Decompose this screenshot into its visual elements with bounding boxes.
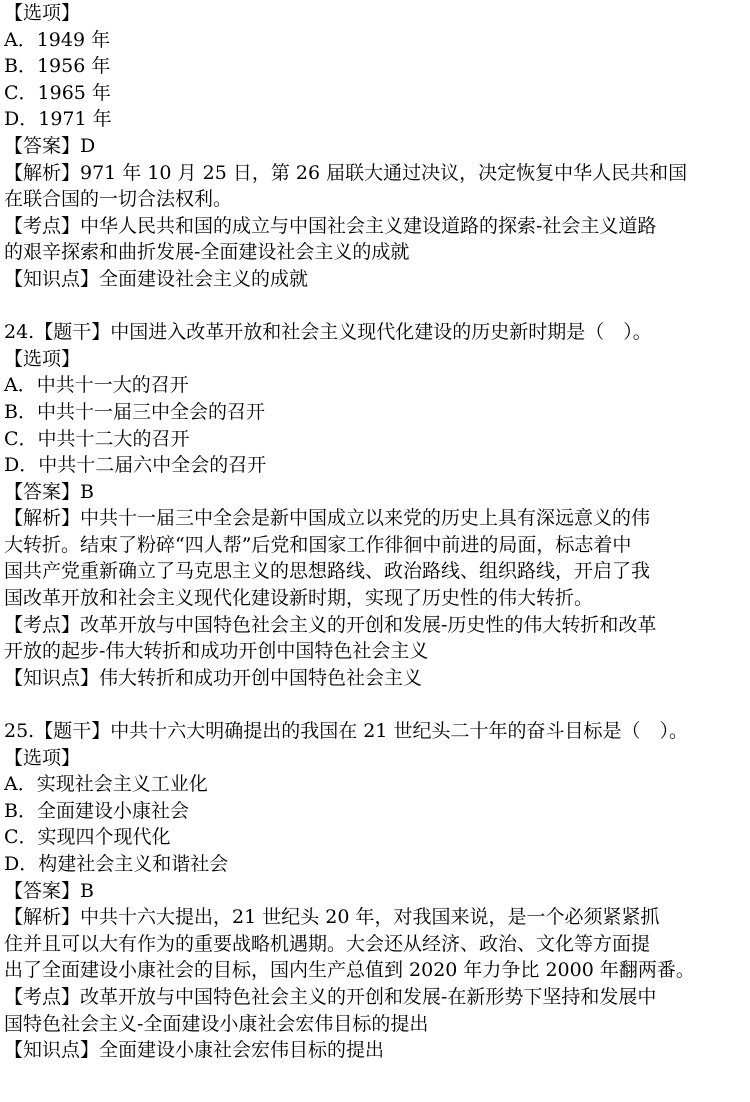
option-c: C．实现四个现代化 (4, 826, 171, 849)
analysis-line: 出了全面建设小康社会的目标，国内生产总值到 2020 年力争比 2000 年翻两番。 (4, 959, 695, 982)
question-23-partial (4, 0, 744, 293)
option-d: D．构建社会主义和谐社会 (4, 853, 229, 875)
analysis-line: 国改革开放和社会主义现代化建设新时期，实现了历史性的伟大转折。 (4, 587, 594, 610)
kaodian-line: 的艰辛探索和曲折发展-全面建设社会主义的成就 (4, 241, 410, 264)
kaodian-line: 开放的起步-伟大转折和成功开创中国特色社会主义 (4, 640, 429, 663)
question-24 (4, 319, 744, 691)
analysis-line: 【解析】中共十一届三中全会是新中国成立以来党的历史上具有深远意义的伟 (4, 507, 651, 530)
options-header: 【选项】 (4, 347, 81, 370)
analysis-line: 大转折。结束了粉碎“四人帮”后党和国家工作徘徊中前进的局面，标志着中 (4, 533, 632, 556)
option-a: A．中共十一大的召开 (4, 374, 189, 397)
option-c: C．1965 年 (4, 81, 111, 104)
options-header: 【选项】 (4, 746, 81, 769)
option-b: B．中共十一届三中全会的召开 (4, 400, 265, 423)
analysis-line: 【解析】中共十六大提出，21 世纪头 20 年，对我国来说，是一个必须紧紧抓 (4, 906, 660, 929)
analysis-line: 在联合国的一切合法权利。 (4, 188, 233, 211)
option-c: C．中共十二大的召开 (4, 427, 190, 450)
option-d: D．1971 年 (4, 108, 112, 131)
kaodian-line: 国特色社会主义-全面建设小康社会宏伟目标的提出 (4, 1012, 429, 1035)
zhishidian: 【知识点】伟大转折和成功开创中国特色社会主义 (4, 666, 423, 689)
analysis-line: 住并且可以大有作为的重要战略机遇期。大会还从经济、政治、文化等方面提 (4, 932, 651, 955)
answer: 【答案】B (4, 480, 94, 503)
options-header: 【选项】 (4, 2, 81, 24)
option-b: B．全面建设小康社会 (4, 799, 189, 822)
kaodian-line: 【考点】中华人民共和国的成立与中国社会主义建设道路的探索-社会主义道路 (4, 214, 657, 237)
spacer (4, 293, 744, 320)
analysis-line: 国共产党重新确立了马克思主义的思想路线、政治路线、组织路线，开启了我 (4, 560, 651, 583)
kaodian-line: 【考点】改革开放与中国特色社会主义的开创和发展-在新形势下坚持和发展中 (4, 985, 657, 1008)
question-stem: 24.【题干】中国进入改革开放和社会主义现代化建设的历史新时期是（ ）。 (4, 321, 652, 344)
option-a: A．实现社会主义工业化 (4, 773, 208, 796)
question-stem: 25.【题干】中共十六大明确提出的我国在 21 世纪头二十年的奋斗目标是（ ）。 (4, 720, 688, 743)
option-a: A．1949 年 (4, 28, 111, 51)
option-b: B．1956 年 (4, 55, 111, 78)
spacer (4, 691, 744, 718)
question-25 (4, 718, 744, 1064)
zhishidian: 【知识点】全面建设小康社会宏伟目标的提出 (4, 1039, 385, 1062)
answer: 【答案】B (4, 879, 94, 902)
analysis-line: 【解析】971 年 10 月 25 日，第 26 届联大通过决议，决定恢复中华人民共和国 (4, 161, 688, 184)
kaodian-line: 【考点】改革开放与中国特色社会主义的开创和发展-历史性的伟大转折和改革 (4, 613, 657, 636)
option-d: D．中共十二届六中全会的召开 (4, 454, 267, 477)
answer: 【答案】D (4, 134, 96, 157)
zhishidian: 【知识点】全面建设社会主义的成就 (4, 267, 309, 290)
